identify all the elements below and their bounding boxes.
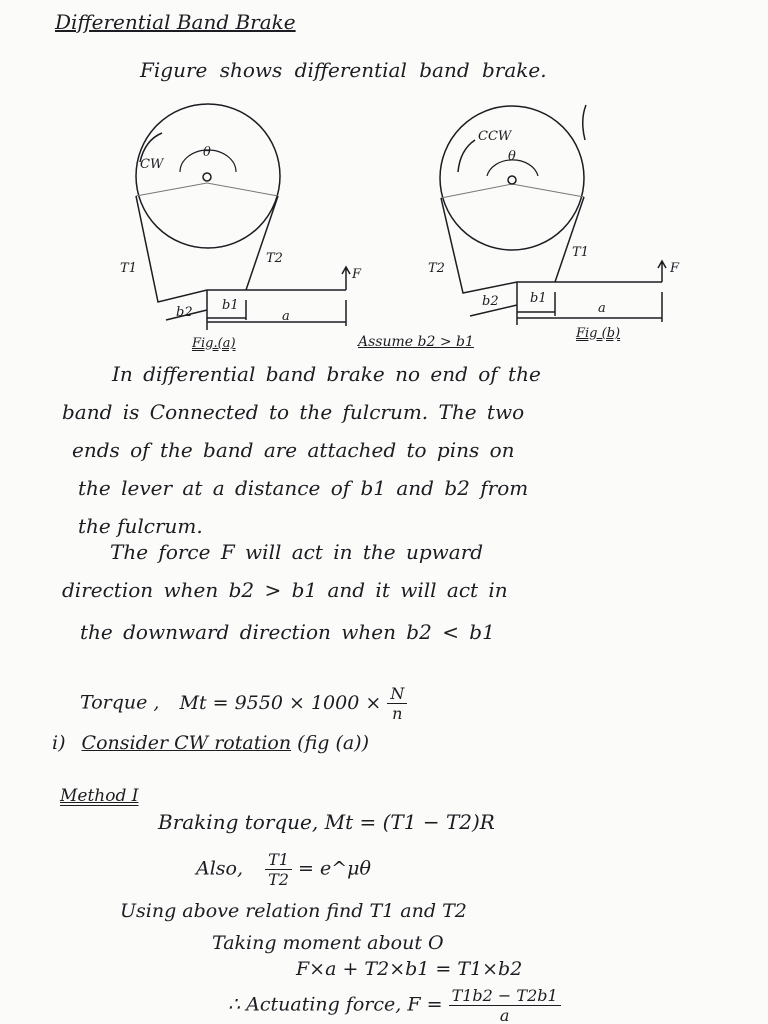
moment-equation: F×a + T2×b1 = T1×b2	[296, 958, 523, 980]
t-right-b: T1	[572, 245, 589, 260]
assumption: Assume b2 > b1	[358, 334, 474, 350]
torque-fraction	[387, 684, 407, 723]
taking-moment: Taking moment about O	[212, 932, 444, 954]
torque-equation	[80, 684, 407, 723]
para1-line5: the fulcrum.	[78, 514, 203, 538]
ratio-num: T1	[265, 850, 292, 870]
para2-line2: direction when b2 > b1 and it will act in	[62, 578, 508, 602]
angle-label-a: θ	[203, 145, 211, 160]
b2-b: b2	[482, 294, 499, 309]
method-heading: Method I	[60, 786, 139, 806]
t-left-a: T1	[120, 261, 137, 276]
actuating-fraction	[449, 986, 561, 1024]
para1-line4: the lever at a distance of b1 and b2 from	[78, 476, 529, 500]
para2-line1: The force F will act in the upward	[110, 540, 484, 564]
ratio-fraction	[265, 850, 292, 889]
intro-text: Figure shows differential band brake.	[140, 58, 547, 82]
b1-a: b1	[222, 298, 239, 313]
t-left-b: T2	[428, 261, 445, 276]
force-b: F	[670, 261, 680, 276]
rotation-label-a: CW	[140, 157, 164, 172]
b2-a: b2	[176, 305, 193, 320]
case-text: Consider CW rotation	[81, 732, 292, 754]
ratio-den: T2	[268, 870, 289, 889]
caption-fig-a: Fig.(a)	[192, 336, 236, 351]
angle-label-b: θ	[508, 149, 516, 164]
ratio-equation	[196, 850, 371, 889]
a-b: a	[598, 301, 606, 316]
torque-den: n	[392, 704, 403, 723]
actuating-num: T1b2 − T2b1	[449, 986, 561, 1006]
torque-label: Torque ,	[80, 691, 160, 714]
braking-torque: Braking torque, Mt = (T1 − T2)R	[158, 810, 495, 834]
rotation-label-b: CCW	[478, 129, 512, 144]
case-1	[52, 732, 369, 754]
also-label: Also,	[196, 857, 244, 880]
a-a: a	[282, 309, 290, 324]
para2-line3: the downward direction when b2 < b1	[80, 620, 495, 644]
ratio-rhs: = e^μθ	[297, 857, 371, 880]
para1-line1: In differential band brake no end of the	[112, 362, 541, 386]
drum-a	[136, 104, 280, 248]
torque-num: N	[387, 684, 407, 704]
b1-b: b1	[530, 291, 547, 306]
case-suffix: (fig (a))	[297, 732, 370, 754]
t-right-a: T2	[266, 251, 283, 266]
actuating-den: a	[499, 1006, 510, 1024]
drum-b	[440, 106, 584, 250]
page-title: Differential Band Brake	[55, 10, 296, 34]
para1-line2: band is Connected to the fulcrum. The two	[62, 400, 525, 424]
band-brake-diagrams	[0, 0, 768, 360]
case-prefix: i)	[52, 732, 66, 754]
figure-a	[120, 104, 362, 330]
actuating-force	[228, 986, 561, 1024]
actuating-label: ∴ Actuating force, F =	[228, 993, 443, 1016]
torque-formula: Mt = 9550 × 1000 ×	[179, 691, 382, 714]
force-a: F	[352, 267, 362, 282]
figure-b	[428, 105, 680, 325]
para1-line3: ends of the band are attached to pins on	[72, 438, 515, 462]
using-relation: Using above relation find T1 and T2	[120, 900, 467, 922]
caption-fig-b: Fig (b)	[576, 326, 621, 341]
